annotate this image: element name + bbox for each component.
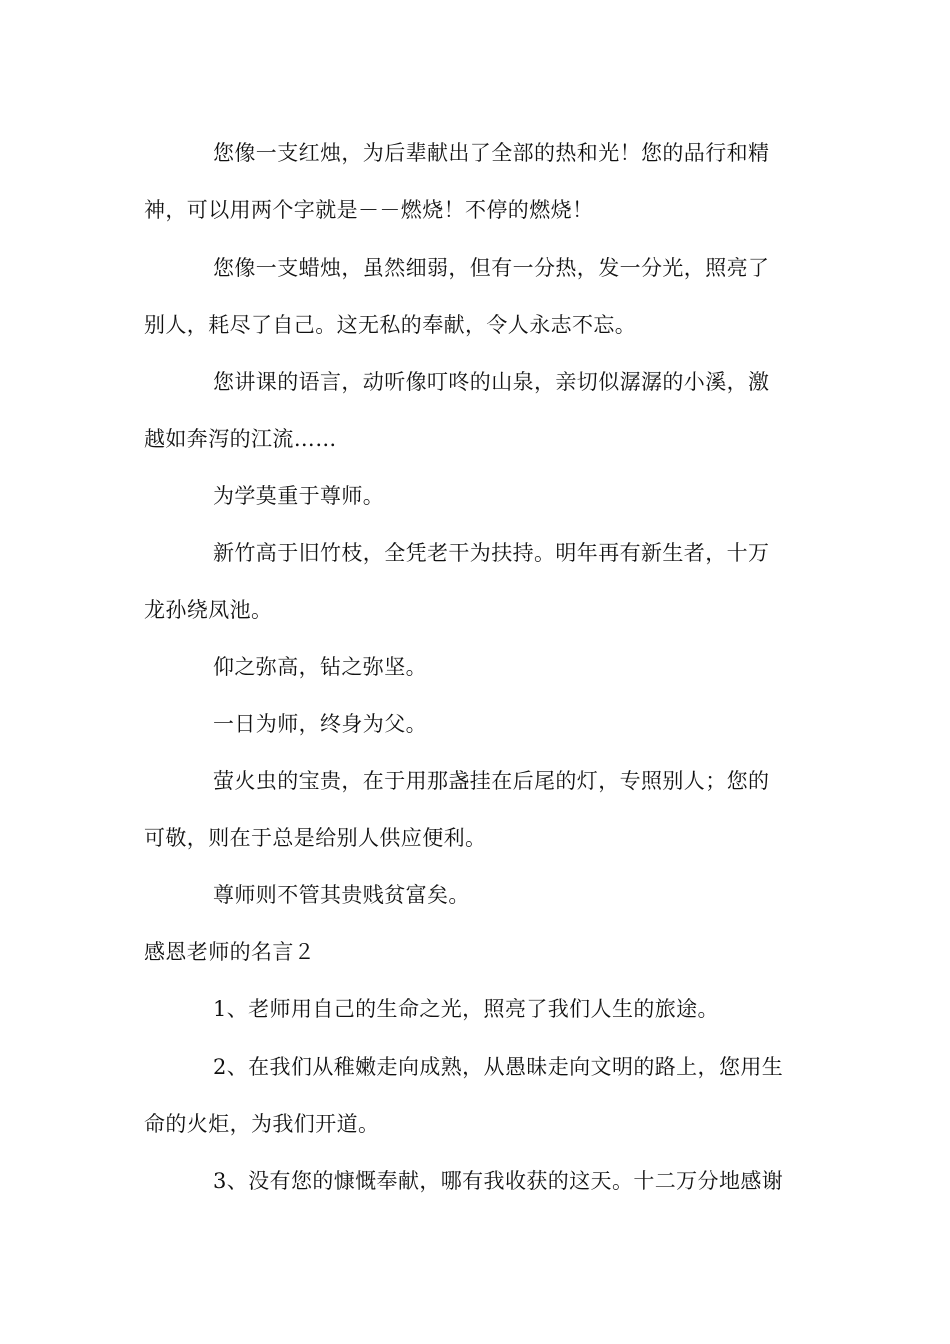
paragraph-line: 别人，耗尽了自己。这无私的奉献，令人永志不忘。 [144, 313, 637, 337]
list-item: 1、老师用自己的生命之光，照亮了我们人生的旅途。 [213, 997, 719, 1021]
paragraph-line: 可敬，则在于总是给别人供应便利。 [144, 826, 487, 850]
paragraph-line: 您像一支红烛，为后辈献出了全部的热和光！您的品行和精 [213, 141, 770, 165]
paragraph-line: 新竹高于旧竹枝，全凭老干为扶持。明年再有新生者，十万 [213, 541, 770, 565]
paragraph-line: 您像一支蜡烛，虽然细弱，但有一分热，发一分光，照亮了 [213, 256, 770, 280]
paragraph-line: 一日为师，终身为父。 [213, 712, 427, 736]
list-item-continuation: 命的火炬，为我们开道。 [144, 1112, 380, 1136]
paragraph-line: 为学莫重于尊师。 [213, 484, 385, 508]
paragraph-line: 仰之弥高，钻之弥坚。 [213, 655, 427, 679]
list-item: 2、在我们从稚嫩走向成熟，从愚昧走向文明的路上，您用生 [213, 1055, 784, 1079]
paragraph-line: 神，可以用两个字就是－－燃烧！不停的燃烧！ [144, 198, 594, 222]
paragraph-line: 龙孙绕凤池。 [144, 598, 273, 622]
paragraph-line: 萤火虫的宝贵，在于用那盏挂在后尾的灯，专照别人；您的 [213, 769, 770, 793]
paragraph-line: 越如奔泻的江流…… [144, 427, 337, 451]
paragraph-line: 您讲课的语言，动听像叮咚的山泉，亲切似潺潺的小溪，激 [213, 370, 770, 394]
section-heading: 感恩老师的名言２ [144, 940, 316, 964]
paragraph-line: 尊师则不管其贵贱贫富矣。 [213, 883, 470, 907]
list-item: 3、没有您的慷慨奉献，哪有我收获的这天。十二万分地感谢 [213, 1169, 784, 1193]
